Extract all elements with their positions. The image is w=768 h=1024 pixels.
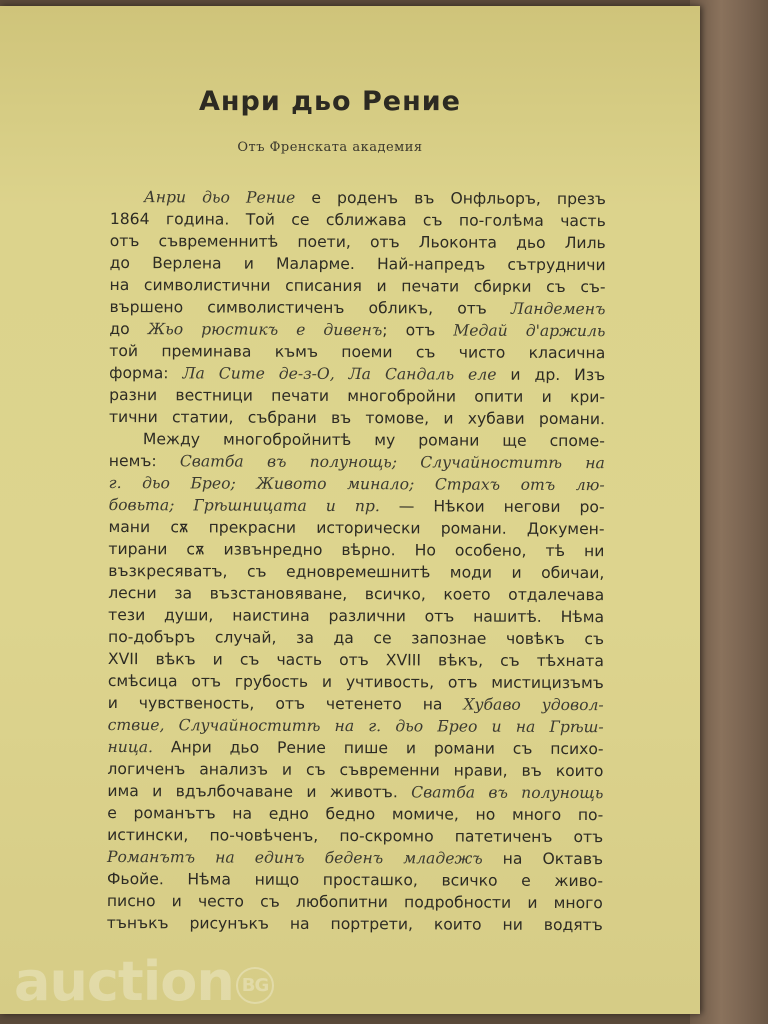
text-line [107,912,603,936]
text-segment: е романътъ на едно бедно момиче, но много по- [107,803,604,825]
text-line [110,274,606,298]
watermark-logo [14,950,274,1013]
text-segment: по-добъръ случай, за да се запознае човѣкъ съ [107,627,605,649]
text-line [109,362,605,386]
text-segment: Анри дьо Рение пише и романи съ психо- [152,738,604,759]
text-line [108,582,604,606]
text-line [109,318,605,342]
text-segment: Между многобройнитѣ му романи ще споме- [142,430,605,451]
text-line [107,890,603,914]
italic-title-text: Сватба въ полунощь [411,783,604,803]
text-line [108,560,604,584]
text-segment: отъ съвременнитѣ поети, отъ Льоконта дьо Лиль [109,231,606,253]
text-line [107,758,603,782]
text-line [108,692,604,716]
text-segment: ; отъ [382,321,454,340]
text-line [109,494,605,518]
text-segment: е роденъ въ Онфльоръ, презъ [295,188,607,209]
text-segment: възкресяватъ, съ едновремешнитѣ моди и обичаи, [108,561,605,583]
italic-title-text: бовьта; Грѣшницата и пр. [108,495,380,516]
italic-title-text: ница. [107,737,154,757]
text-segment: тични статии, събрани въ томове, и хубави романи. [108,407,606,429]
watermark-text: auction [14,950,234,1013]
text-line [109,384,605,408]
text-segment: писно и често съ любопитни подробности и много [106,891,603,913]
text-line [109,340,605,364]
italic-title-text: Жьо рюстикъ е дивенъ [147,320,383,340]
text-segment: на Октавъ [482,849,604,869]
book-page [0,6,700,1014]
text-line [107,868,603,892]
text-segment: истински, по-човѣченъ, по-скромно патетиченъ отъ [107,825,604,847]
text-line [109,450,605,474]
text-line [110,230,606,254]
text-line [108,538,604,562]
text-segment: XVII вѣкъ и съ часть отъ XVIII вѣкъ, съ тѣхната [107,649,604,671]
italic-title-text: Ла Сите де-з-О, Ла Сандаль еле [182,364,497,384]
text-line [108,736,604,760]
text-segment: до Верлена и Маларме. Най-напредъ сътрудничи [109,253,606,275]
text-line [108,648,604,672]
text-segment: тези души, наистина различни отъ нашитѣ. Нѣма [108,605,605,627]
italic-title-text: Анри дьо Рение [143,188,296,207]
text-line [108,626,604,650]
italic-title-text: Ландеменъ [510,299,606,319]
watermark-suffix: BG [236,967,275,1004]
text-segment: тирани сѫ извънредно вѣрно. Но особено, тѣ ни [108,539,605,561]
text-segment: и др. Изъ [496,365,606,385]
text-line [109,296,605,320]
text-segment: смѣсица отъ грубость и учтивость, отъ мистицизъмъ [107,671,604,693]
text-line [108,516,604,540]
text-line [107,802,603,826]
text-segment: има и вдълбочаване и животъ. [107,781,412,802]
italic-title-text: ствие, Случайноститѣ на г. дьо Брео и на Грѣш- [107,715,604,737]
text-segment: разни вестници печати многобройни опити и кри- [109,385,606,407]
text-segment: вършено символистиченъ обликъ, отъ [109,297,511,318]
text-line [107,824,603,848]
wooden-background [690,0,768,1024]
italic-title-text: Медай д'аржиль [453,321,606,341]
page-title: Анри дьо Рение [198,86,461,117]
text-line [110,252,606,276]
page-subtitle: Отъ Френската академия [237,140,423,155]
body-text [107,186,606,936]
text-segment: лесни за възстановяване, всичко, което отдалечава [108,583,605,605]
text-line [108,714,604,738]
italic-title-text: г. дьо Брео; Живото минало; Страхъ отъ лю- [108,473,605,495]
text-segment: до [109,319,148,339]
text-line [110,208,606,232]
text-line [110,186,606,210]
text-segment: мани сѫ прекрасни исторически романи. Докумен- [108,517,605,539]
text-line [109,406,605,430]
text-segment: тънъкъ рисунъкъ на портрети, които ни водятъ [106,913,603,935]
text-segment: той преминава къмъ поеми съ чисто класична [109,341,606,363]
text-line [109,472,605,496]
text-segment: немъ: [108,451,180,471]
text-segment: и чувственость, отъ четенето на [107,693,464,714]
text-segment: 1864 година. Той се сближава съ по-голѣма часть [109,209,606,231]
text-line [108,670,604,694]
text-line [109,428,605,452]
text-line [107,846,603,870]
text-segment: форма: [109,363,183,383]
text-line [108,604,604,628]
italic-title-text: Хубаво удовол- [463,695,604,715]
text-segment: — Нѣкои негови ро- [379,497,605,517]
text-segment: Фьойе. Нѣма нищо просташко, всичко е живо- [106,869,604,891]
italic-title-text: Сватба въ полунощь; Случайноститѣ на [179,452,605,473]
text-segment: логиченъ анализъ и съ съвременни нрави, въ които [107,759,604,781]
text-segment: на символистични списания и печати сбирки съ съ- [109,275,606,297]
text-line [107,780,603,804]
italic-title-text: Романътъ на единъ беденъ младежъ [107,847,483,868]
